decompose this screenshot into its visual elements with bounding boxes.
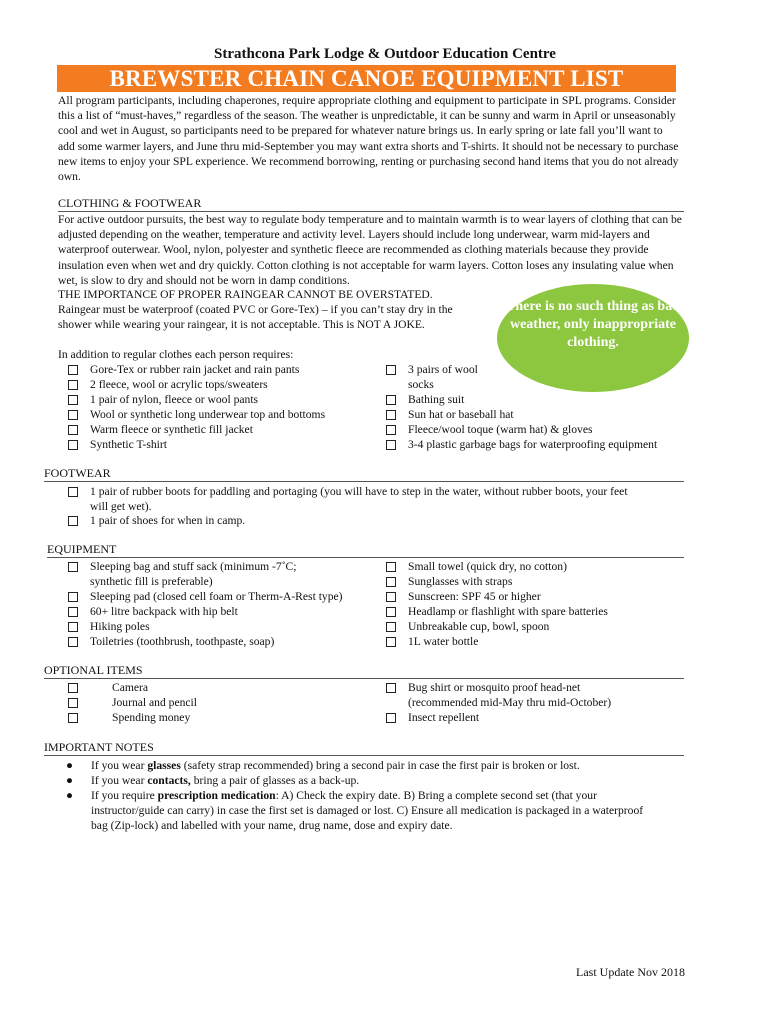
optional-divider [44,678,684,679]
checkbox[interactable] [68,487,78,497]
page-title-banner: BREWSTER CHAIN CANOE EQUIPMENT LIST [57,65,676,92]
checkbox[interactable] [386,637,396,647]
checkbox[interactable] [68,365,78,375]
checkbox[interactable] [68,516,78,526]
clothing-heading: CLOTHING & FOOTWEAR [58,196,202,210]
weather-quote-text: There is no such thing as bad weather, only inappropriate clothing. [505,299,680,350]
checkbox[interactable] [386,607,396,617]
footwear-divider [44,481,684,482]
checkbox[interactable] [68,683,78,693]
checkbox[interactable] [68,637,78,647]
checkbox[interactable] [386,592,396,602]
raingear-line-2: shower while wearing your raingear, it is not acceptable. This is NOT A JOKE. [58,318,425,331]
clothing-paragraph: For active outdoor pursuits, the best way to regulate body temperature and to maintain warmth is to wear layers of clothing that can be adjusted depending on the weather, temperature and activity level. Layers should include long underwear, warm mid-layers and waterproof outerwear. Wool, nylon, polyester and synthetic fleece are recommended as clothing materials because they provide insulation even when wet and dry quickly. Cotton clothing is not acceptable for warm layers. Cotton loses any insulating value when wet, is slow to dry and should not be worn in damp conditions. [58,213,682,287]
checkbox[interactable] [68,395,78,405]
raingear-line-1: Raingear must be waterproof (coated PVC or Gore-Tex) – if you can’t stay dry in the [58,303,453,316]
checkbox[interactable] [68,440,78,450]
checkbox[interactable] [68,562,78,572]
checkbox[interactable] [386,577,396,587]
checkbox[interactable] [68,380,78,390]
checkbox[interactable] [386,395,396,405]
checkbox[interactable] [68,622,78,632]
checkbox[interactable] [68,425,78,435]
notes-heading: IMPORTANT NOTES [44,740,154,754]
last-update-footer: Last Update Nov 2018 [576,965,685,979]
notes-divider [44,755,684,756]
checkbox[interactable] [386,440,396,450]
checkbox[interactable] [68,592,78,602]
optional-heading: OPTIONAL ITEMS [44,663,143,677]
checkbox[interactable] [386,410,396,420]
checkbox[interactable] [68,698,78,708]
footwear-heading: FOOTWEAR [44,466,111,480]
checkbox[interactable] [386,622,396,632]
bullet-icon: ● [66,759,74,772]
equipment-divider [47,557,684,558]
requires-label: In addition to regular clothes each person requires: [58,348,294,361]
bullet-icon: ● [66,774,74,787]
checkbox[interactable] [68,607,78,617]
weather-quote-bubble [497,284,689,392]
equipment-heading: EQUIPMENT [47,542,117,556]
checkbox[interactable] [386,683,396,693]
raingear-heading: THE IMPORTANCE OF PROPER RAINGEAR CANNOT BE OVERSTATED. [58,288,433,301]
checkbox[interactable] [386,562,396,572]
checkbox[interactable] [68,713,78,723]
checkbox[interactable] [386,713,396,723]
organization-name: Strathcona Park Lodge & Outdoor Education Centre [214,46,556,62]
intro-paragraph: All program participants, including chaperones, require appropriate clothing and equipment to participate in SPL programs. Consider this a list of “must-haves,” regardless of the season. The weather is unpredictable, it can be sunny and warm in April or unseasonably cool and wet in August, so participants need to be prepared for whatever nature brings us. In early spring or late fall you’ll want to add some warmer layers, and June thru mid-September you may want extra shorts and T-shirts. It should not be necessary to purchase new items to enjoy your SPL experience. We recommend borrowing, renting or purchasing second hand items that you do not already own. [58,94,679,184]
checkbox[interactable] [386,365,396,375]
checkbox[interactable] [386,425,396,435]
bullet-icon: ● [66,789,74,802]
checkbox[interactable] [68,410,78,420]
document-page: Strathcona Park Lodge & Outdoor Education Centre BREWSTER CHAIN CANOE EQUIPMENT LIST All program participants, including chaperones, require appropriate clothing and equipment to participate in SPL programs. Consider this a list of “must-haves,” regardless of the season. The weather is unpredictable, it can be sunny and warm in April or unseasonably cool and wet in August, so participants need to be prepared for whatever nature brings us. In early spring or late fall you’ll want to add some warmer layers, and June thru mid-September you may want extra shorts and T-shirts. It should not be necessary to purchase new items to enjoy your SPL experience. We recommend borrowing, renting or purchasing second hand items that you do not already own. CLOTHING & FOOTWEAR For active outdoor pursuits, the best way to regulate body temperature and to maintain warmth is to wear layers of clothing that can be adjusted depending on the weather, temperature and activity level. Layers should include long underwear, warm mid-layers and waterproof outerwear. Wool, nylon, polyester and synthetic fleece are recommended as clothing materials because they provide insulation even when wet and dry quickly. Cotton clothing is not acceptable for warm layers. Cotton loses any insulating value when wet, is slow to dry and should not be worn in damp conditions. THE IMPORTANCE OF PROPER RAINGEAR CANNOT BE OVERSTATED. Raingear must be waterproof (coated PVC or Gore-Tex) – if you can’t stay dry in the shower while wearing your raingear, it is not acceptable. This is NOT A JOKE. There is no such thing as bad weather, only inappropriate clothing. In addition to regular clothes each person requires: Gore-Tex or rubber rain jacket and rain pants 2 fleece, wool or acrylic tops/sweaters 1 pair of nylon, fleece or wool pants Wool or synthetic long underwear top and bottoms Warm fleece or synthetic fill jacket Synthetic T-shirt 3 pairs of wool socks Bathing suit Sun hat or baseball hat Fleece/wool toque (warm hat) & gloves 3-4 plastic garbage bags for waterproofing equipment FOOTWEAR 1 pair of rubber boots for paddling and portaging (you will have to step in the water, without rubber boots, your feet will get wet). 1 pair of shoes for when in camp. EQUIPMENT Sleeping bag and stuff sack (minimum -7˚C; synthetic fill is preferable) Sleeping pad (closed cell foam or Therm-A-Rest type) 60+ litre backpack with hip belt Hiking poles Toiletries (toothbrush, toothpaste, soap) Small towel (quick dry, no cotton) Sunglasses with straps Sunscreen: SPF 45 or higher Headlamp or flashlight with spare batteries Unbreakable cup, bowl, spoon 1L water bottle OPTIONAL ITEMS Camera Journal and pencil Spending money Bug shirt or mosquito proof head-net (recommended mid-May thru mid-October) Insect repellent IMPORTANT NOTES ● If you wear glasses (safety strap recommended) bring a second pair in case the first pair is broken or lost. ● If you wear contacts, bring a pair of glasses as a back-up. ● If you require prescription medication: A) Check the expiry date. B) Bring a complete second set (that your instructor/guide can carry) in case the first set is damaged or lost. C) Ensure all medication is packaged in a waterproof bag (Zip-lock) and labelled with your name, drug name, dose and expiry date. Last Update Nov 2018 [0,0,770,1024]
